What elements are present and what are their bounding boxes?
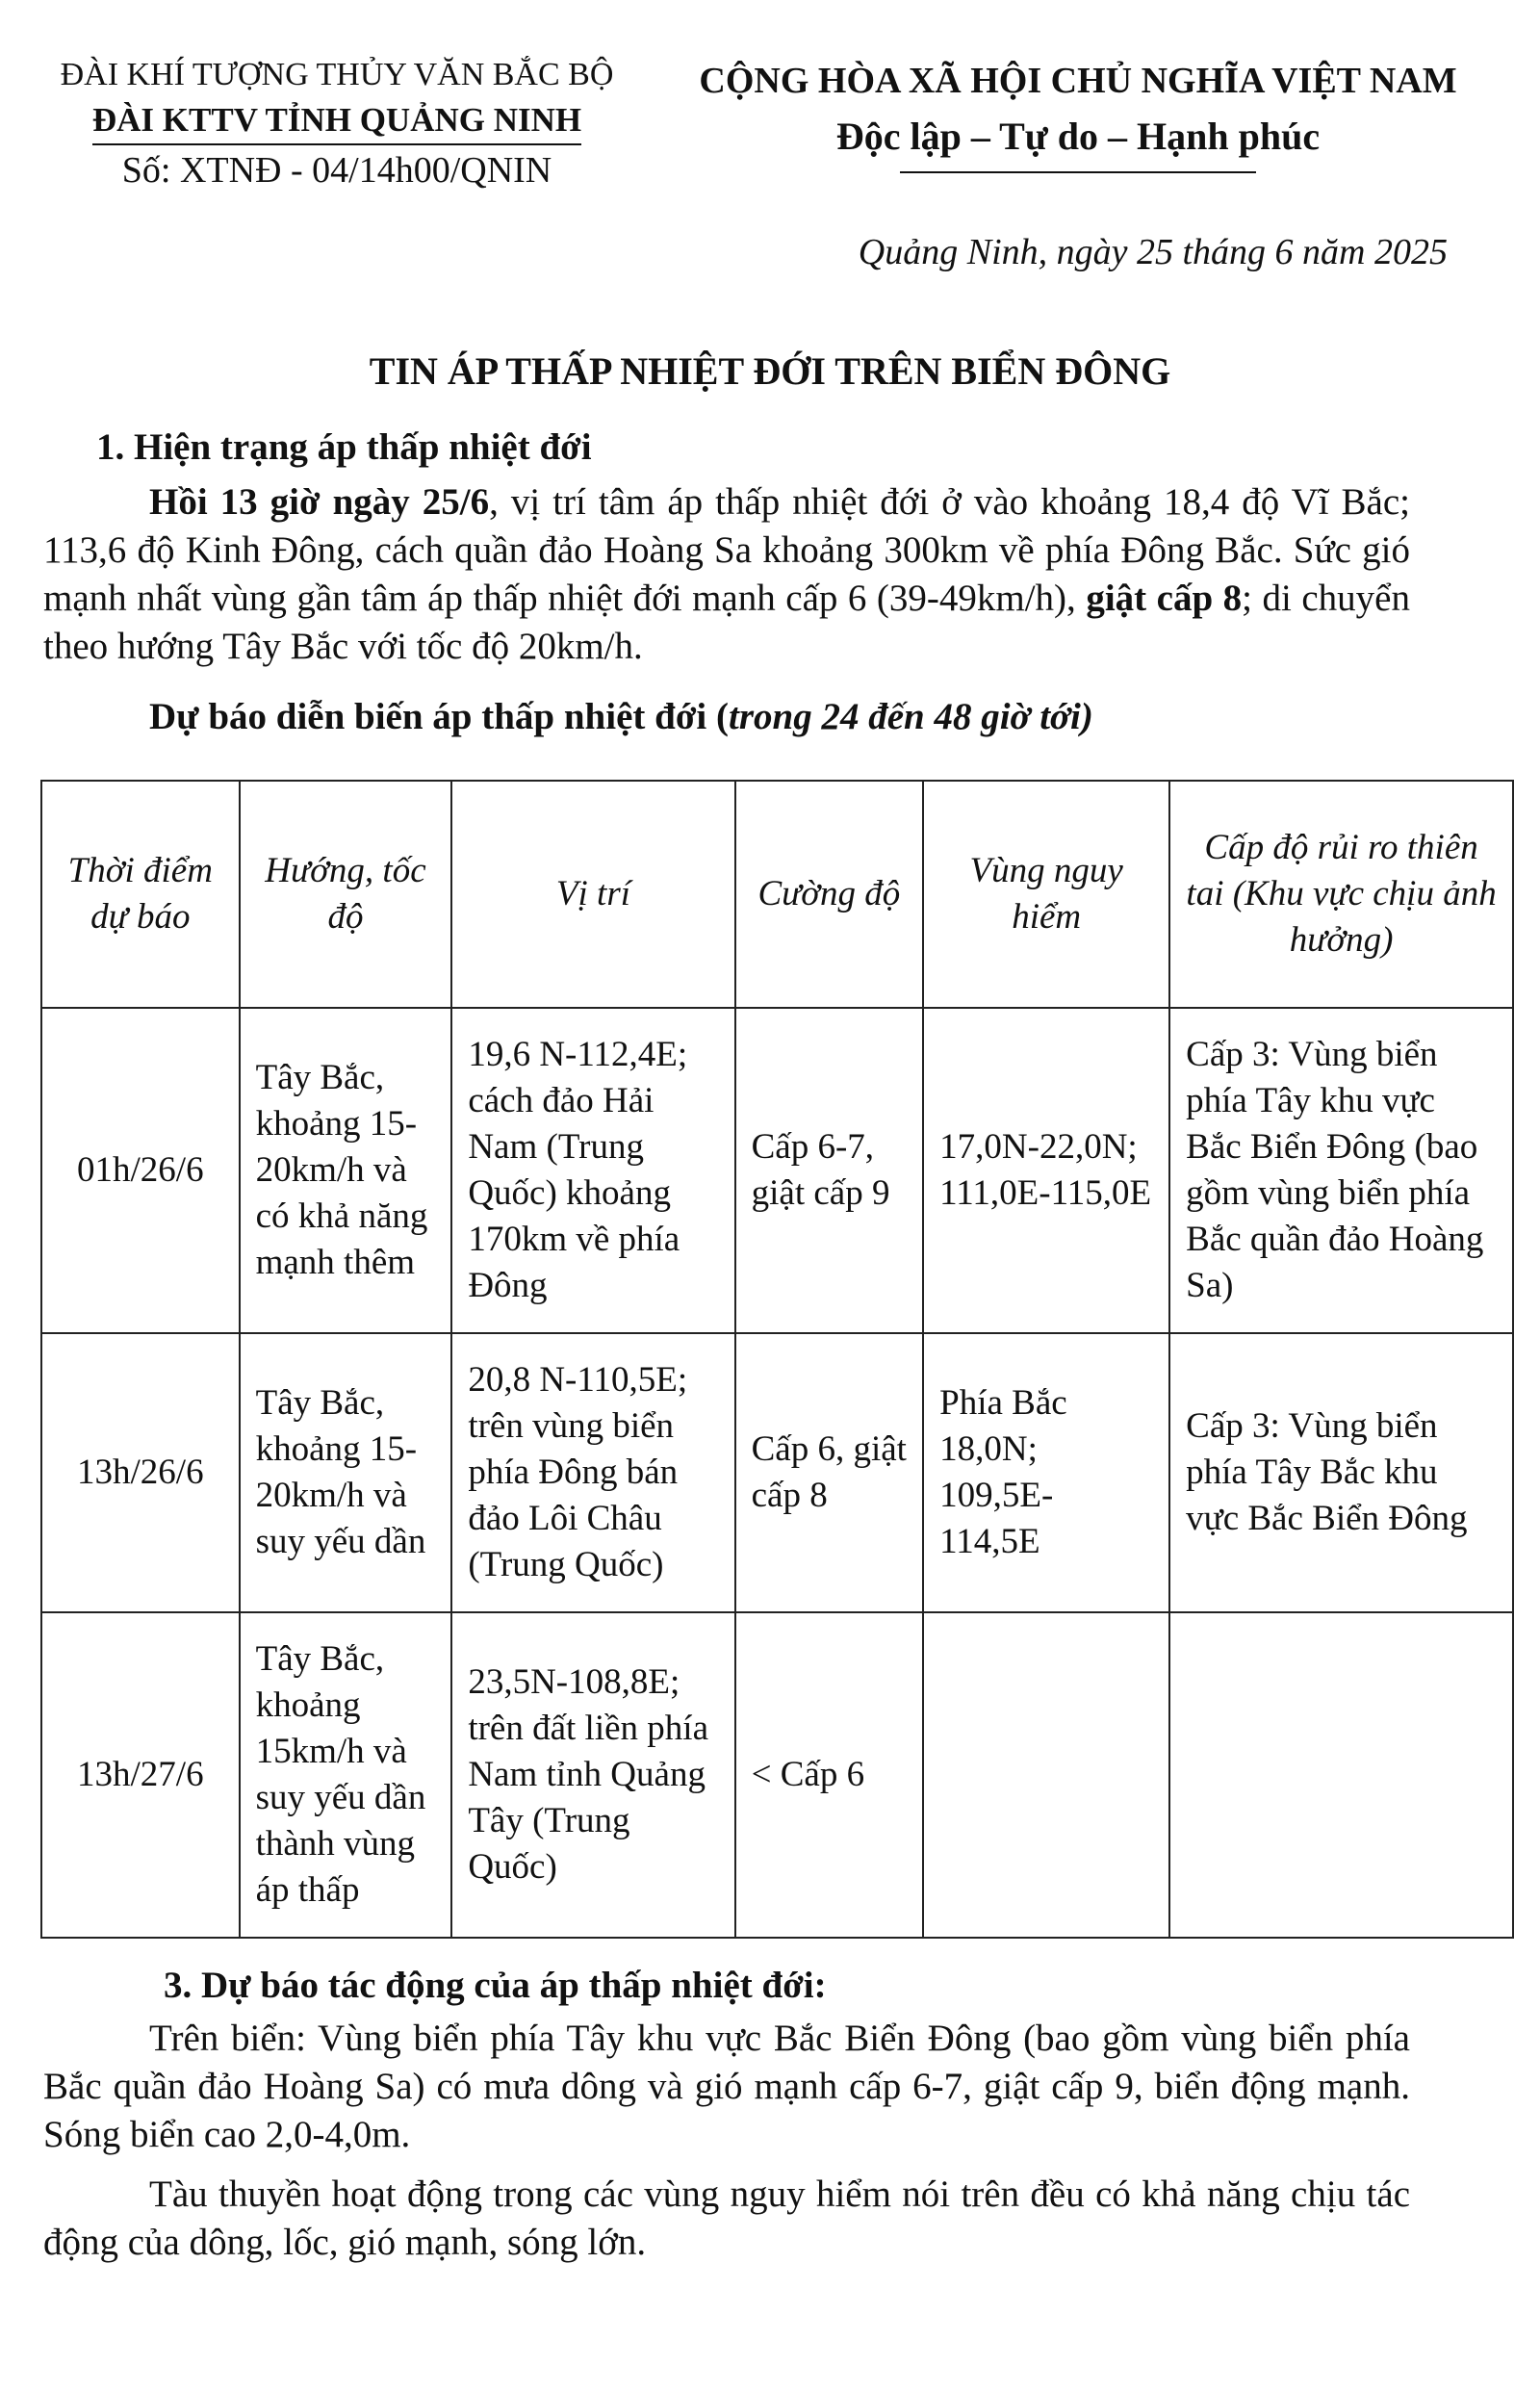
section1-heading: 1. Hiện trạng áp thấp nhiệt đới — [96, 426, 592, 468]
section2-heading — [149, 695, 1093, 738]
impact-at-sea-paragraph: Trên biển: Vùng biển phía Tây khu vực Bắc Biển Đông (bao gồm vùng biển phía Bắc quần đảo Hoàng Sa) có mưa dông và gió mạnh cấp 6-7, giật cấp 9, biển động mạnh. Sóng biển cao 2,0-4,0m. — [43, 2018, 1410, 2155]
header-intensity: Cường độ — [735, 781, 924, 1008]
cell-intensity: Cấp 6-7, giật cấp 9 — [735, 1008, 924, 1333]
document-title: TIN ÁP THẤP NHIỆT ĐỚI TRÊN BIỂN ĐÔNG — [369, 349, 1171, 393]
cell-time: 01h/26/6 — [41, 1008, 240, 1333]
agency-name: ĐÀI KTTV TỈNH QUẢNG NINH — [92, 97, 581, 145]
section1-paragraph — [43, 478, 1410, 671]
cell-direction: Tây Bắc, khoảng 15km/h và suy yếu dần thành vùng áp thấp — [240, 1612, 452, 1938]
cell-risk — [1169, 1612, 1513, 1938]
cell-danger-zone: 17,0N-22,0N; 111,0E-115,0E — [923, 1008, 1169, 1333]
cell-intensity: < Cấp 6 — [735, 1612, 924, 1938]
cell-position: 19,6 N-112,4E; cách đảo Hải Nam (Trung Quốc) khoảng 170km về phía Đông — [451, 1008, 734, 1333]
observation-time: Hồi 13 giờ ngày 25/6 — [149, 481, 490, 523]
header-forecast-time: Thời điểm dự báo — [41, 781, 240, 1008]
cell-position: 23,5N-108,8E; trên đất liền phía Nam tỉnh Quảng Tây (Trung Quốc) — [451, 1612, 734, 1938]
table-row — [41, 1612, 1513, 1938]
section1-text-b: ; di chuyển theo hướng Tây Bắc với tốc độ 20km/h. — [43, 578, 1410, 667]
table-row — [41, 1333, 1513, 1612]
forecast-table — [40, 780, 1514, 1939]
cell-intensity: Cấp 6, giật cấp 8 — [735, 1333, 924, 1612]
gust-level: giật cấp 8 — [1086, 578, 1243, 619]
cell-risk: Cấp 3: Vùng biển phía Tây khu vực Bắc Biển Đông (bao gồm vùng biển phía Bắc quần đảo Hoàng Sa) — [1169, 1008, 1513, 1333]
document-number: Số: XTNĐ - 04/14h00/QNIN — [121, 150, 552, 191]
cell-danger-zone — [923, 1612, 1169, 1938]
cell-position: 20,8 N-110,5E; trên vùng biển phía Đông bán đảo Lôi Châu (Trung Quốc) — [451, 1333, 734, 1612]
table-row — [41, 1008, 1513, 1333]
motto-underline — [900, 171, 1256, 173]
section2-heading-bold: Dự báo diễn biến áp thấp nhiệt đới ( — [149, 696, 729, 737]
nation-name: CỘNG HÒA XÃ HỘI CHỦ NGHĨA VIỆT NAM — [699, 61, 1457, 101]
national-motto: Độc lập – Tự do – Hạnh phúc — [835, 115, 1321, 158]
header-risk-level: Cấp độ rủi ro thiên tai (Khu vực chịu ảnh hưởng) — [1169, 781, 1513, 1008]
national-heading — [654, 56, 1502, 173]
issuer-block — [38, 53, 635, 195]
header-danger-zone: Vùng nguy hiểm — [923, 781, 1169, 1008]
cell-direction: Tây Bắc, khoảng 15-20km/h và có khả năng mạnh thêm — [240, 1008, 452, 1333]
cell-time: 13h/27/6 — [41, 1612, 240, 1938]
header-direction-speed: Hướng, tốc độ — [240, 781, 452, 1008]
cell-direction: Tây Bắc, khoảng 15-20km/h và suy yếu dần — [240, 1333, 452, 1612]
section1-text-a: , vị trí tâm áp thấp nhiệt đới ở vào khoảng 18,4 độ Vĩ Bắc; 113,6 độ Kinh Đông, cách quần đảo Hoàng Sa khoảng 300km về phía Đông Bắc. Sức gió mạnh nhất vùng gần tâm áp thấp nhiệt đới mạnh cấp 6 (39-49km/h), — [43, 481, 1410, 619]
section3-heading: 3. Dự báo tác động của áp thấp nhiệt đới: — [164, 1965, 827, 2006]
vessel-warning-paragraph: Tàu thuyền hoạt động trong các vùng nguy hiểm nói trên đều có khả năng chịu tác động của dông, lốc, gió mạnh, sóng lớn. — [43, 2173, 1410, 2263]
agency-parent: ĐÀI KHÍ TƯỢNG THỦY VĂN BẮC BỘ — [60, 57, 614, 92]
cell-risk: Cấp 3: Vùng biển phía Tây Bắc khu vực Bắc Biển Đông — [1169, 1333, 1513, 1612]
section2-heading-italic: trong 24 đến 48 giờ tới) — [729, 696, 1093, 737]
place-date: Quảng Ninh, ngày 25 tháng 6 năm 2025 — [858, 232, 1448, 272]
table-header-row — [41, 781, 1513, 1008]
header-position: Vị trí — [451, 781, 734, 1008]
cell-danger-zone: Phía Bắc 18,0N; 109,5E-114,5E — [923, 1333, 1169, 1612]
cell-time: 13h/26/6 — [41, 1333, 240, 1612]
